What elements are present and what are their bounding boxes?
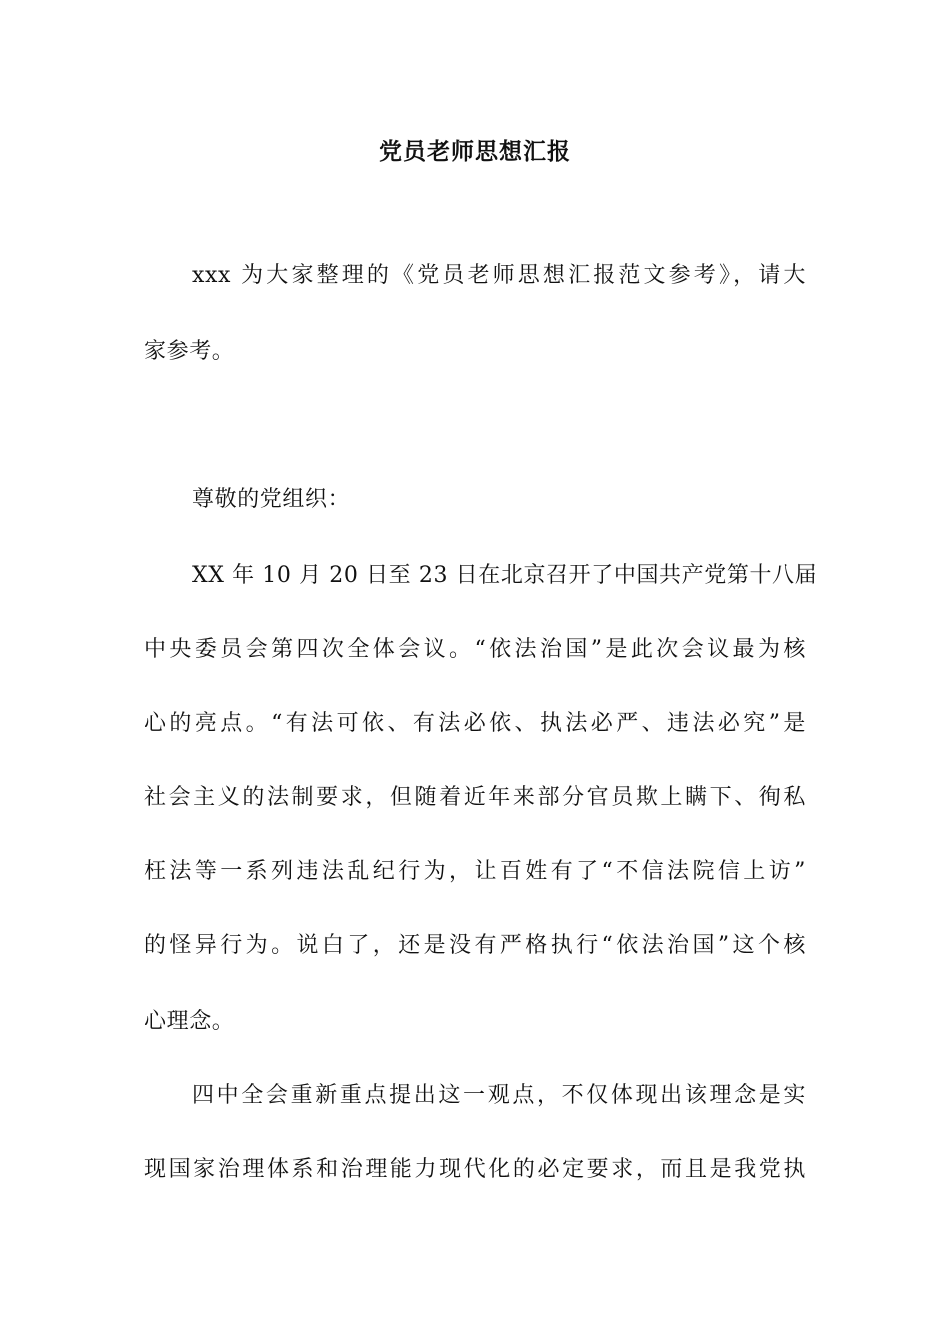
- paragraph1-line-5: 枉法等一系列违法乱纪行为，让百姓有了“不信法院信上访”: [144, 859, 806, 884]
- paragraph1-line-2: 中央委员会第四次全体会议。“依法治国”是此次会议最为核: [144, 637, 806, 662]
- paragraph1-line-4: 社会主义的法制要求，但随着近年来部分官员欺上瞒下、徇私: [144, 785, 806, 810]
- paragraph2-line-1: 四中全会重新重点提出这一观点，不仅体现出该理念是实: [192, 1083, 806, 1108]
- paragraph1-line-1: XX 年 10 月 20 日至 23 日在北京召开了中国共产党第十八届: [192, 563, 818, 588]
- paragraph1-line-7: 心理念。: [144, 1009, 235, 1034]
- intro-line-1: xxx 为大家整理的《党员老师思想汇报范文参考》，请大: [192, 263, 806, 288]
- intro-line-2: 家参考。: [144, 339, 235, 364]
- document-title: 党员老师思想汇报: [379, 138, 571, 165]
- paragraph1-line-3: 心的亮点。“有法可依、有法必依、执法必严、违法必究”是: [144, 711, 806, 736]
- paragraph1-line-6: 的怪异行为。说白了，还是没有严格执行“依法治国”这个核: [144, 933, 806, 958]
- paragraph2-line-2: 现国家治理体系和治理能力现代化的必定要求，而且是我党执: [144, 1157, 806, 1182]
- salutation: 尊敬的党组织：: [192, 487, 351, 512]
